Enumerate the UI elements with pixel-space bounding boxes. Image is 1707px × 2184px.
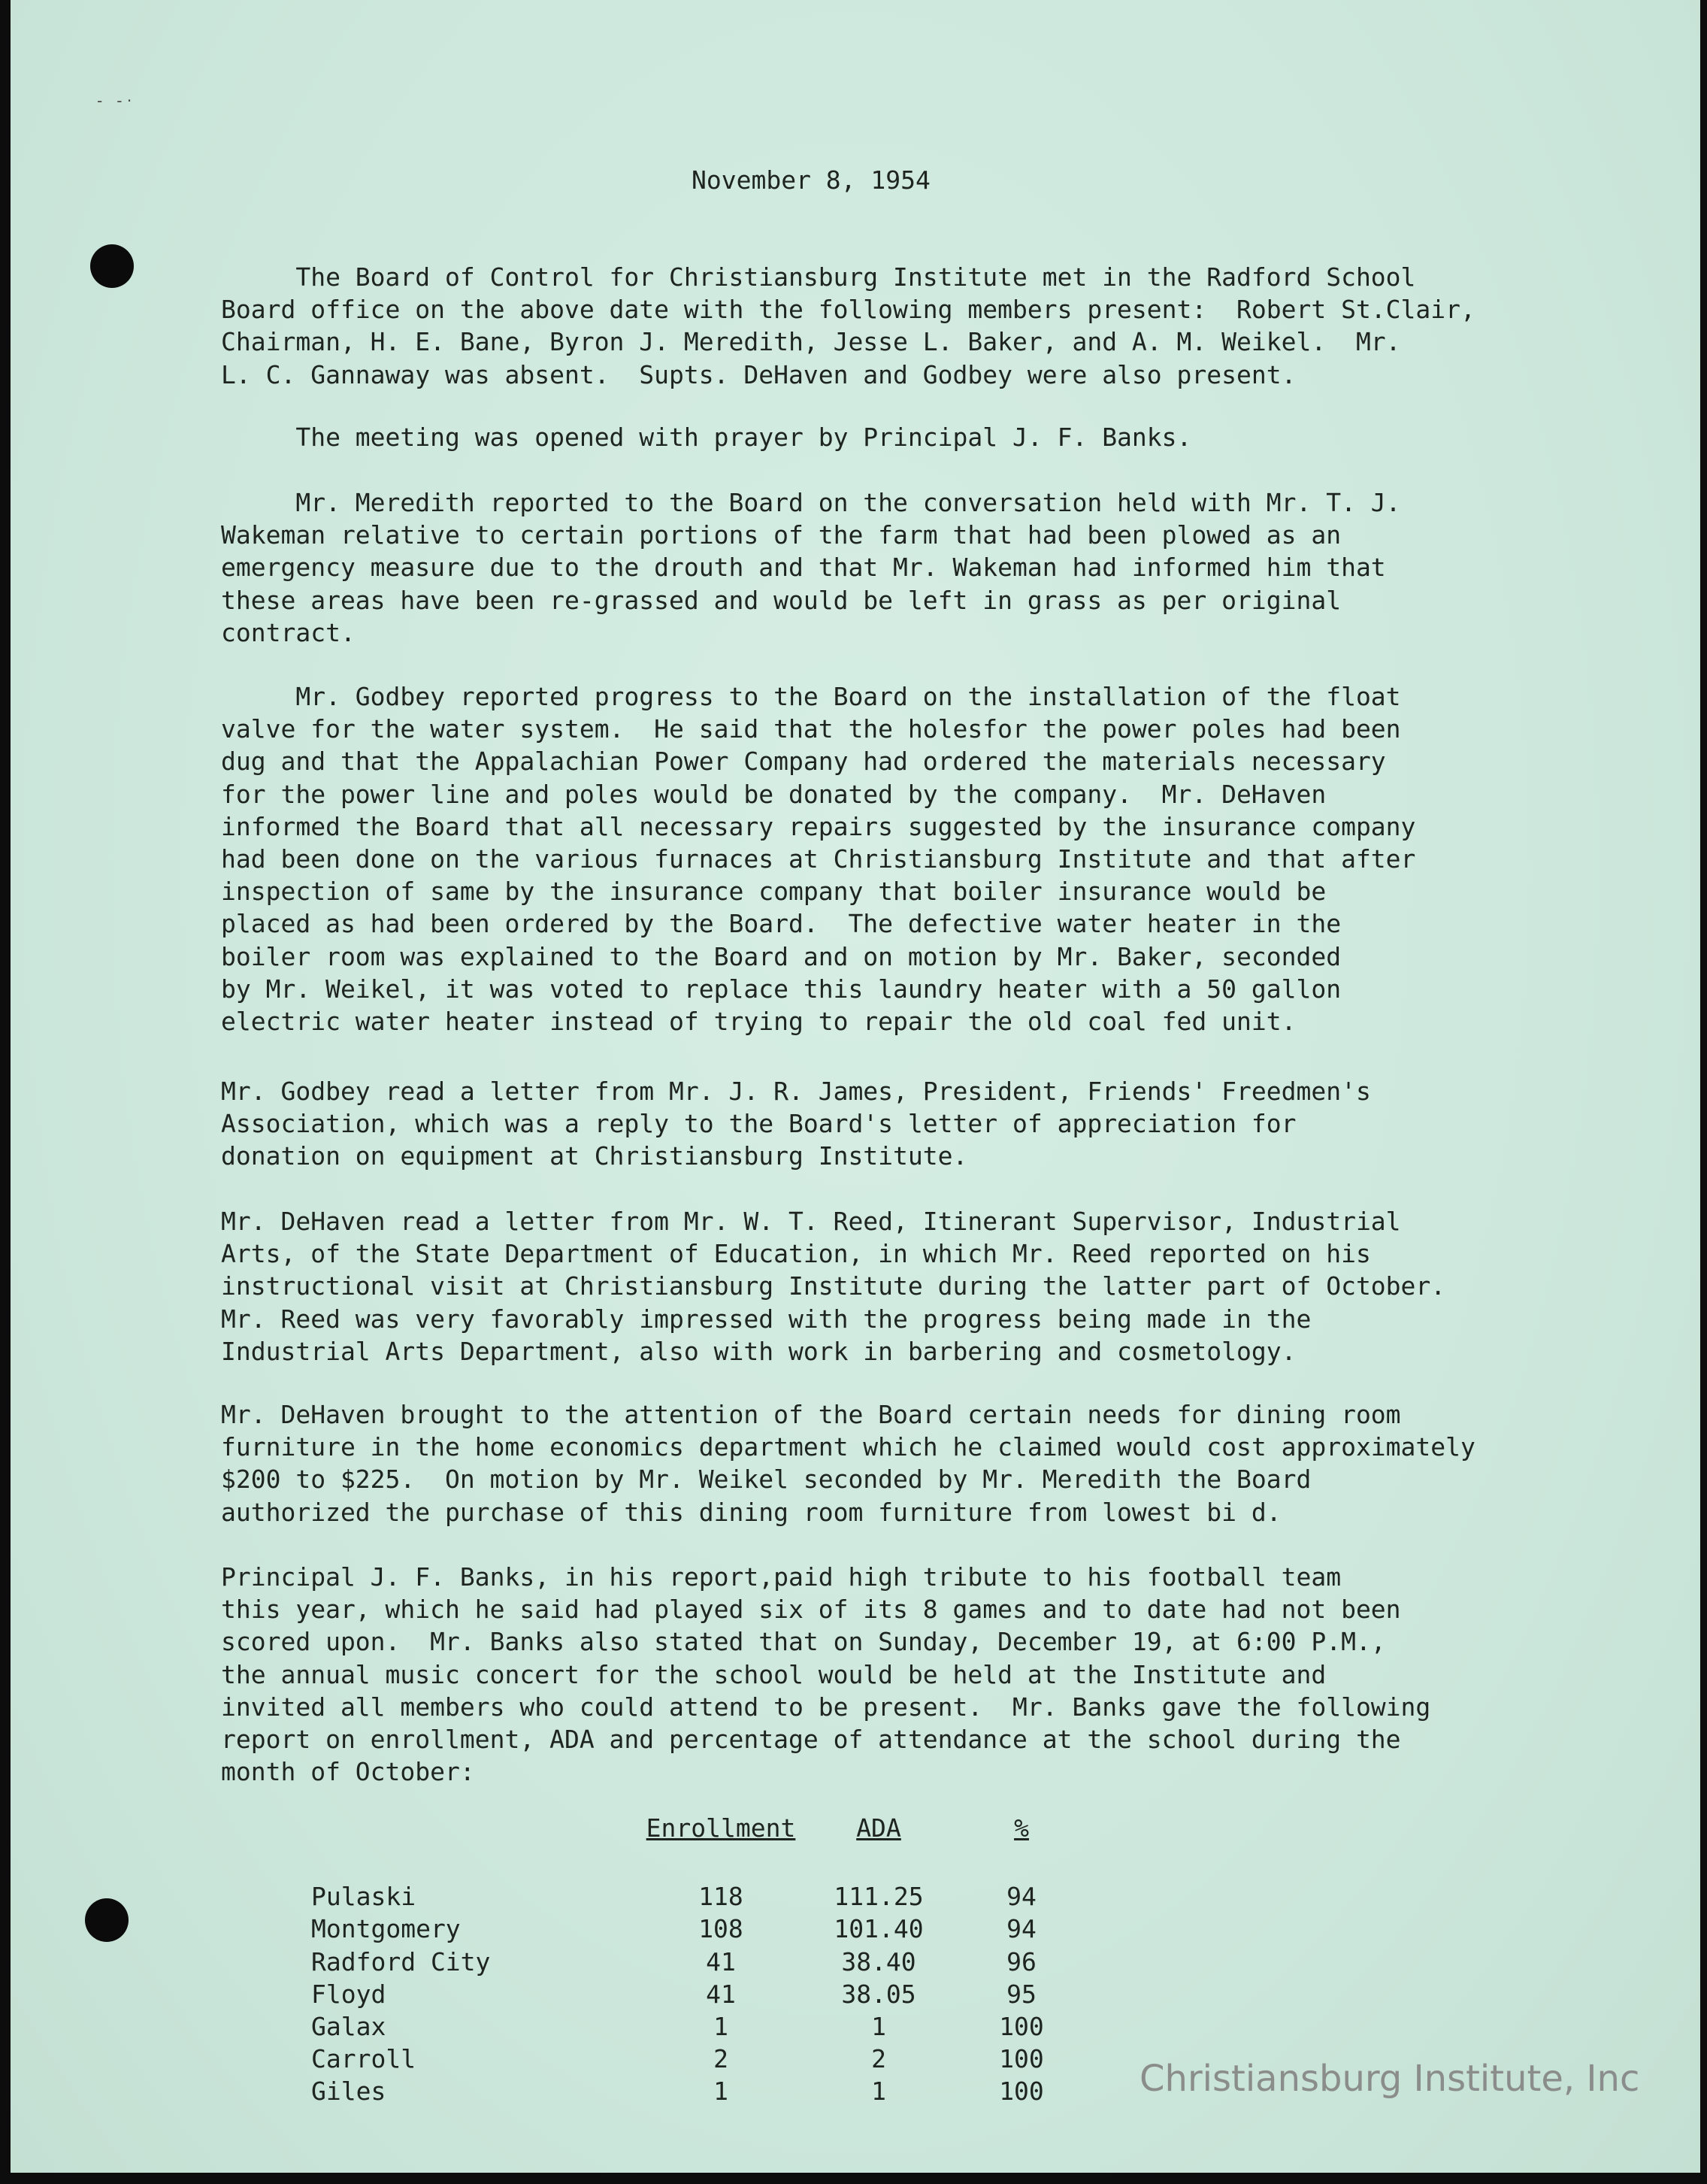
paragraph: [221, 1398, 1475, 1528]
watermark-text: Christiansburg Institute, Inc: [1140, 2058, 1640, 2100]
paragraph: [221, 680, 1415, 1037]
punch-hole-bottom: [85, 1898, 129, 1942]
enrollment-value: 41: [706, 1946, 736, 1977]
paragraph-line: Mr. Godbey read a letter from Mr. J. R. James, President, Friends' Freedmen's: [221, 1077, 1371, 1106]
paragraph: [221, 1075, 1371, 1173]
paragraph-line: Mr. Godbey reported progress to the Board on the installation of the float: [221, 682, 1401, 711]
percent-value: 96: [1006, 1946, 1037, 1977]
paragraph-line: for the power line and poles would be donated by the company. Mr. DeHaven: [221, 779, 1327, 809]
ada-value: 1: [871, 2012, 886, 2042]
paragraph-line: $200 to $225. On motion by Mr. Weikel seconded by Mr. Meredith the Board: [221, 1465, 1312, 1495]
paragraph-line: placed as had been ordered by the Board. The defective water heater in the: [221, 909, 1342, 939]
table-row: [311, 2075, 1085, 2107]
table-row: [311, 1978, 1085, 2010]
stray-marks: - - ·: [97, 92, 132, 110]
enrollment-value: 2: [713, 2044, 728, 2074]
paragraph-line: Arts, of the State Department of Education, in which Mr. Reed reported on his: [221, 1239, 1371, 1269]
paragraph-line: contract.: [221, 617, 356, 647]
paragraph-line: month of October:: [221, 1757, 475, 1787]
paragraph-line: Industrial Arts Department, also with work in barbering and cosmetology.: [221, 1336, 1297, 1366]
paragraph: [221, 261, 1475, 391]
paragraph-line: instructional visit at Christiansburg Institute during the latter part of October.: [221, 1271, 1446, 1301]
percent-value: 95: [1006, 1979, 1037, 2009]
ada-value: 38.40: [841, 1946, 916, 1977]
percent-value: 94: [1006, 1914, 1037, 1944]
document-date: November 8, 1954: [692, 165, 931, 195]
percent-value: 100: [999, 2076, 1044, 2107]
paragraph-line: donation on equipment at Christiansburg Institute.: [221, 1141, 968, 1171]
paragraph-line: furniture in the home economics department which he claimed would cost approximately: [221, 1432, 1475, 1462]
ada-value: 111.25: [834, 1882, 924, 1912]
paragraph-line: by Mr. Weikel, it was voted to replace this laundry heater with a 50 gallon: [221, 974, 1342, 1004]
punch-hole-top: [90, 244, 134, 288]
paragraph-line: boiler room was explained to the Board and on motion by Mr. Baker, seconded: [221, 941, 1342, 971]
table-row: [311, 2043, 1085, 2075]
paragraph-line: The Board of Control for Christiansburg Institute met in the Radford School: [221, 262, 1416, 292]
paragraph-line: informed the Board that all necessary repairs suggested by the insurance company: [221, 811, 1416, 841]
county-name: Giles: [311, 2076, 386, 2107]
paragraph-line: Mr. DeHaven brought to the attention of the Board certain needs for dining room: [221, 1400, 1401, 1429]
paragraph-line: Mr. Meredith reported to the Board on the conversation held with Mr. T. J.: [221, 488, 1401, 517]
paragraph-line: authorized the purchase of this dining room furniture from lowest bi d.: [221, 1497, 1282, 1527]
ada-value: 1: [871, 2076, 886, 2107]
ada-value: 38.05: [841, 1979, 916, 2009]
paragraph-line: Principal J. F. Banks, in his report,paid high tribute to his football team: [221, 1562, 1342, 1592]
county-name: Galax: [311, 2012, 386, 2042]
enrollment-value: 1: [713, 2076, 728, 2107]
ada-value: 2: [871, 2044, 886, 2074]
paragraph-line: the annual music concert for the school would be held at the Institute and: [221, 1659, 1327, 1689]
paragraph-line: emergency measure due to the drouth and that Mr. Wakeman had informed him that: [221, 553, 1386, 583]
percent-value: 100: [999, 2044, 1044, 2074]
paragraph: [221, 1205, 1445, 1368]
paragraph-line: electric water heater instead of trying to repair the old coal fed unit.: [221, 1007, 1297, 1037]
paragraph-line: had been done on the various furnaces at Christiansburg Institute and that after: [221, 844, 1416, 874]
percent-value: 100: [999, 2012, 1044, 2042]
paragraph-line: Board office on the above date with the following members present: Robert St.Clair,: [221, 295, 1475, 325]
table-header-row: [311, 1812, 1085, 1880]
percent-value: 94: [1006, 1882, 1037, 1912]
county-name: Floyd: [311, 1979, 386, 2009]
county-name: Montgomery: [311, 1914, 461, 1944]
enrollment-value: 1: [713, 2012, 728, 2042]
paragraph-line: inspection of same by the insurance company that boiler insurance would be: [221, 877, 1327, 907]
paragraph-line: this year, which he said had played six of its 8 games and to date had not been: [221, 1595, 1401, 1625]
paragraph-line: invited all members who could attend to be present. Mr. Banks gave the following: [221, 1692, 1431, 1722]
paragraph-line: Mr. DeHaven read a letter from Mr. W. T. Reed, Itinerant Supervisor, Industrial: [221, 1207, 1401, 1236]
paragraph-line: report on enrollment, ADA and percentage of attendance at the school during the: [221, 1725, 1401, 1755]
enrollment-value: 41: [706, 1979, 736, 2009]
table-header-enrollment: Enrollment: [646, 1813, 796, 1843]
enrollment-value: 118: [698, 1882, 743, 1912]
enrollment-value: 108: [698, 1914, 743, 1944]
table-row: [311, 2010, 1085, 2043]
paragraph: [221, 486, 1401, 649]
paragraph-line: The meeting was opened with prayer by Principal J. F. Banks.: [221, 423, 1192, 452]
county-name: Radford City: [311, 1946, 491, 1977]
paragraph: [221, 421, 1191, 453]
table-row: [311, 1946, 1085, 1978]
table-header-blank: [311, 1812, 642, 1880]
table-row: [311, 1880, 1085, 1913]
county-name: Carroll: [311, 2044, 416, 2074]
enrollment-table: [311, 1812, 1085, 2108]
table-header-percent: %: [1014, 1813, 1029, 1843]
table-header-ada: ADA: [856, 1813, 901, 1843]
paragraph-line: Mr. Reed was very favorably impressed with the progress being made in the: [221, 1304, 1312, 1334]
document-page: [11, 0, 1700, 2173]
paragraph-line: scored upon. Mr. Banks also stated that on Sunday, December 19, at 6:00 P.M.,: [221, 1627, 1386, 1657]
table-row: [311, 1913, 1085, 1945]
paragraph-line: Wakeman relative to certain portions of the farm that had been plowed as an: [221, 520, 1342, 550]
county-name: Pulaski: [311, 1882, 416, 1912]
paragraph-line: valve for the water system. He said that the holesfor the power poles had been: [221, 714, 1401, 744]
ada-value: 101.40: [834, 1914, 924, 1944]
paragraph-line: L. C. Gannaway was absent. Supts. DeHaven and Godbey were also present.: [221, 359, 1297, 389]
paragraph: [221, 1561, 1430, 1788]
paragraph-line: these areas have been re-grassed and would be left in grass as per original: [221, 585, 1342, 615]
paragraph-line: dug and that the Appalachian Power Company had ordered the materials necessary: [221, 747, 1386, 777]
paragraph-line: Chairman, H. E. Bane, Byron J. Meredith, Jesse L. Baker, and A. M. Weikel. Mr.: [221, 327, 1401, 357]
paragraph-line: Association, which was a reply to the Board's letter of appreciation for: [221, 1109, 1297, 1139]
